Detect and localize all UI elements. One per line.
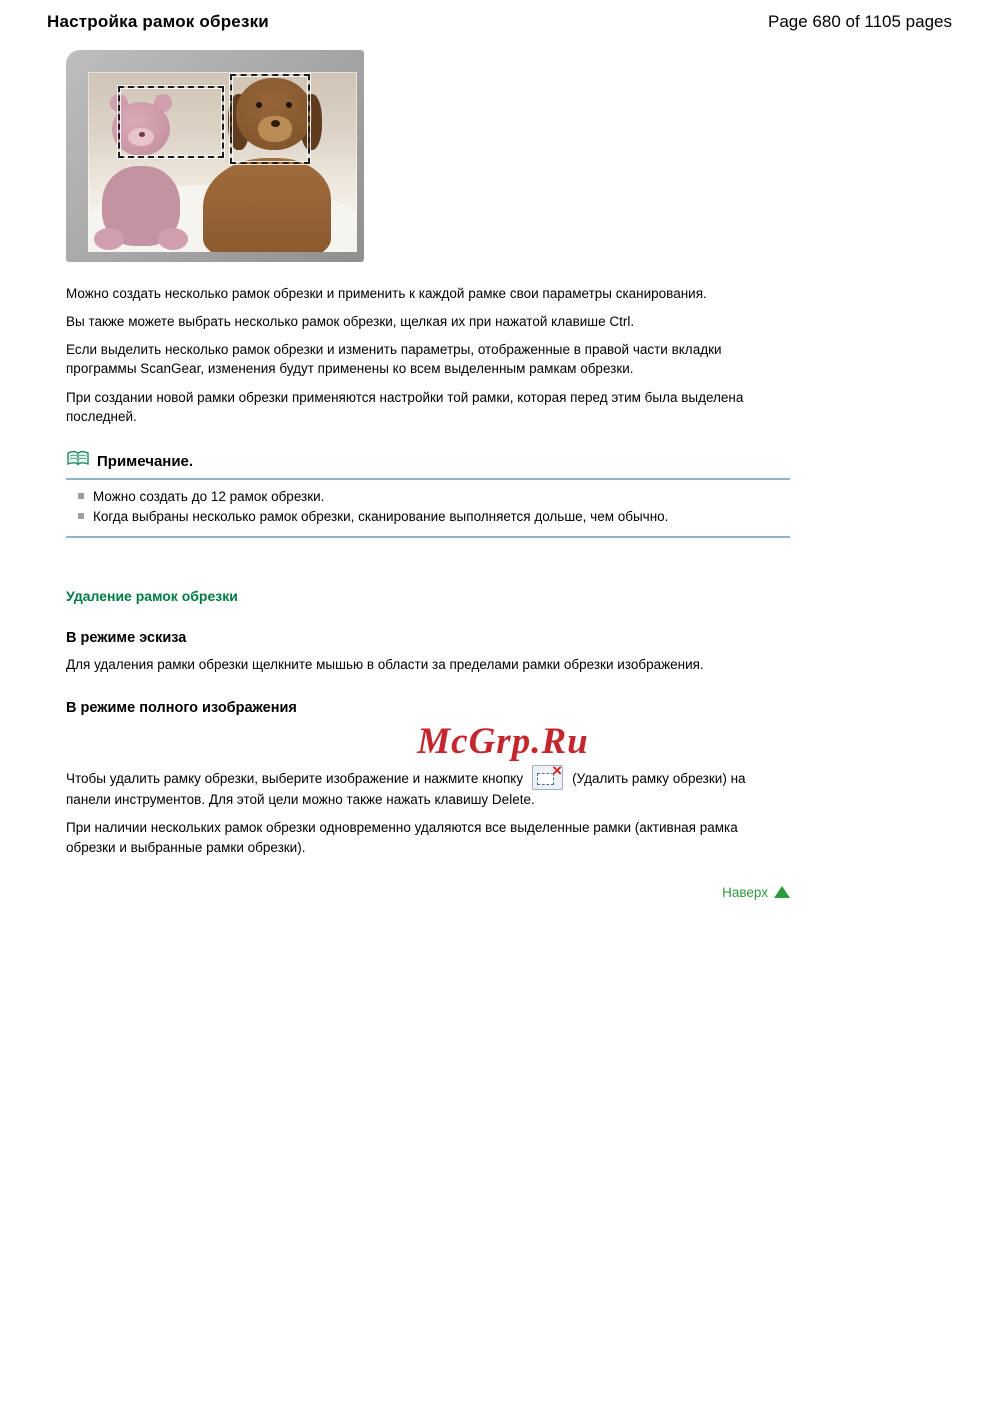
note-item-text: Когда выбраны несколько рамок обрезки, сканирование выполняется дольше, чем обычно. <box>93 508 669 524</box>
paragraph-new-frame-settings: При создании новой рамки обрезки применяются настройки той рамки, которая перед этим была выделена последней. <box>66 389 744 424</box>
paragraph-ctrl-select: Вы также можете выбрать несколько рамок обрезки, щелкая их при нажатой клавише Ctrl. <box>66 314 635 330</box>
page-header <box>0 0 1000 32</box>
bullet-square-icon <box>78 493 84 499</box>
content <box>66 50 790 900</box>
paragraph-delete-button <box>66 761 790 809</box>
note-book-icon <box>66 450 90 473</box>
note-item-text: Можно создать до 12 рамок обрезки. <box>93 488 325 504</box>
preview-photo <box>88 72 357 252</box>
crop-frame-dog <box>230 74 310 164</box>
page-title: Настройка рамок обрезки <box>47 12 269 31</box>
note-item <box>78 487 790 507</box>
page-counter: Page 680 of 1105 pages <box>767 12 952 31</box>
note-list <box>66 480 790 538</box>
crop-frame-bear <box>118 86 224 158</box>
up-triangle-icon <box>774 886 790 898</box>
bullet-square-icon <box>78 513 84 519</box>
paragraph-scangear-settings: Если выделить несколько рамок обрезки и изменить параметры, отображенные в правой части вкладки программы ScanGear, изменения будут применены ко всем выделенным рамкам обрезки. <box>66 342 722 377</box>
note-title: Примечание. <box>97 452 194 470</box>
section-title-delete-crop-frames: Удаление рамок обрезки <box>66 588 238 605</box>
note-item <box>78 507 790 527</box>
paragraph-multiple-crop-frames: Можно создать несколько рамок обрезки и применить к каждой рамке свои параметры сканирования. <box>66 286 707 301</box>
watermark-mcgrp-ru: McGrp.Ru <box>417 721 589 763</box>
paragraph-delete-multiple: При наличии нескольких рамок обрезки одновременно удаляются все выделенные рамки (активная рамка обрезки и выбранные рамки обрезки). <box>66 820 738 855</box>
teddy-bear-leg <box>94 228 124 250</box>
delete-button-text-before: Чтобы удалить рамку обрезки, выберите изображение и нажмите кнопку <box>66 771 524 787</box>
dog-body <box>203 158 331 252</box>
note-block <box>66 450 790 538</box>
back-to-top-link[interactable] <box>66 885 790 900</box>
teddy-bear-leg <box>158 228 188 250</box>
delete-button-text-after: (Удалить рамку обрезки) на панели инструментов. Для этой цели можно также нажать клавишу Delete. <box>66 771 746 808</box>
red-x-glyph: × <box>552 761 563 781</box>
subsection-full-image-mode: В режиме полного изображения <box>66 700 297 717</box>
note-header <box>66 450 790 480</box>
crop-frames-preview-image <box>66 50 364 262</box>
delete-crop-frame-icon <box>532 761 563 790</box>
paragraph-thumbnail-mode: Для удаления рамки обрезки щелкните мышью в области за пределами рамки обрезки изображения. <box>66 657 704 673</box>
back-to-top-label: Наверх <box>722 884 768 900</box>
subsection-thumbnail-mode: В режиме эскиза <box>66 630 187 647</box>
